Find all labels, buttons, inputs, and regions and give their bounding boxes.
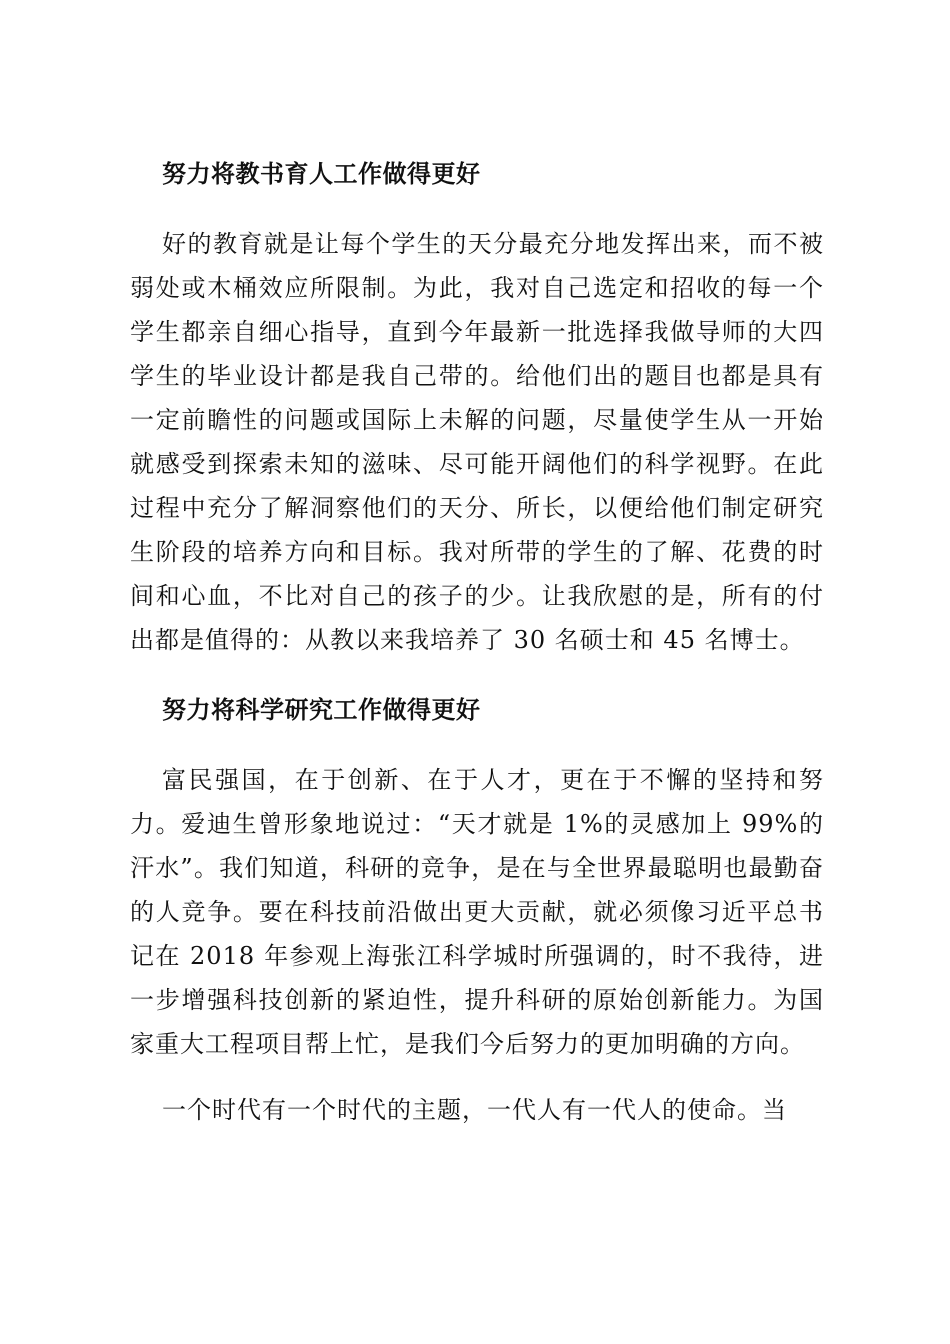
section-heading: 努力将教书育人工作做得更好 [162, 160, 481, 188]
body-paragraph: 富民强国，在于创新、在于人才，更在于不懈的坚持和努力。爱迪生曾形象地说过：“天才就是 1%的灵感加上 99%的汗水”。我们知道，科研的竞争，是在与全世界最聪明也最勤奋的人竞争。要在科技前沿做出更大贡献，就必须像习近平总书记在 2018 年参观上海张江科学城时所强调的，时不我待，进一步增强科技创新的紧迫性，提升科研的原始创新能力。为国家重大工程项目帮上忙，是我们今后努力的更加明确的方向。 [130, 766, 824, 1058]
spacer [130, 200, 824, 222]
body-paragraph: 好的教育就是让每个学生的天分最充分地发挥出来，而不被弱处或木桶效应所限制。为此，我对自己选定和招收的每一个学生都亲自细心指导，直到今年最新一批选择我做导师的大四学生的毕业设计都是我自己带的。给他们出的题目也都是具有一定前瞻性的问题或国际上未解的问题，尽量使学生从一开始就感受到探索未知的滋味、尽可能开阔他们的科学视野。在此过程中充分了解洞察他们的天分、所长，以便给他们制定研究生阶段的培养方向和目标。我对所带的学生的了解、花费的时间和心血，不比对自己的孩子的少。让我欣慰的是，所有的付出都是值得的：从教以来我培养了 30 名硕士和 45 名博士。 [130, 230, 824, 654]
document-body [130, 148, 824, 1132]
section-heading: 努力将科学研究工作做得更好 [162, 696, 481, 724]
spacer [130, 662, 824, 684]
spacer [130, 736, 824, 758]
spacer [130, 1066, 824, 1088]
body-paragraph: 一个时代有一个时代的主题，一代人有一代人的使命。当 [162, 1096, 787, 1124]
